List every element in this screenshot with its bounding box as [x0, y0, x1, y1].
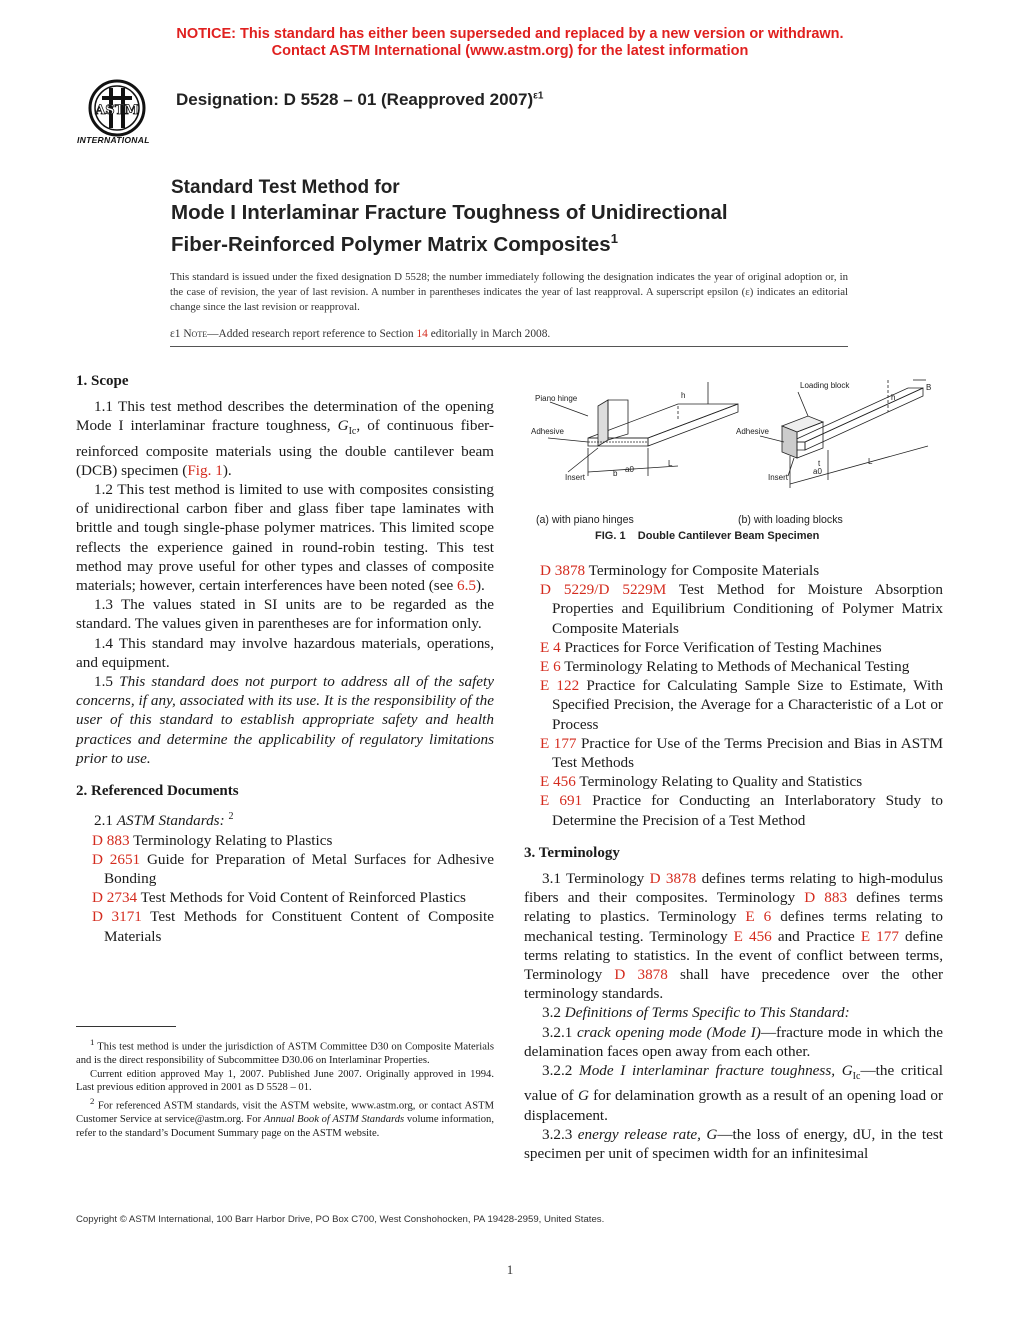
note-suffix: editorially in March 2008. — [427, 328, 551, 340]
astm-logo — [72, 78, 162, 148]
terminology-3-2: 3.2 Definitions of Terms Specific to This Standard: — [542, 1004, 850, 1022]
title-line-1: Standard Test Method for — [171, 177, 400, 198]
scope-1-5: 1.5 This standard does not purport to address all of the safety concerns, if any, associated with its use. It is the responsibility of the user of this standard to establish appropriate safety and health practices and determine the applicability of regulatory limitations prior to use. — [76, 673, 495, 767]
page-number: 1 — [506, 1262, 514, 1277]
designation — [176, 90, 543, 110]
scope-1-2: 1.2 This test method is limited to use with composites consisting of unidirectional carbon fiber and glass fiber tape laminates with brittle and tough single-phase polymer matrices. This limited scope reflects the experience gained in round-robin testing. This test method may prove useful for other types and classes of composite materials; however, certain interferences have been noted (see 6.5). — [76, 481, 494, 595]
refdocs-2-1: 2.1 ASTM Standards: $^2$ — [94, 811, 234, 830]
notice-line-1: NOTICE: This standard has either been superseded and replaced by a new version or withdrawn. — [176, 26, 844, 42]
label-insert-b: Insert — [768, 473, 789, 482]
ref-item: D 3171 Test Methods for Constituent Content of Composite Materials — [92, 908, 494, 945]
term-d3878-link[interactable]: D 3878 — [649, 870, 697, 888]
ref-d883-link[interactable]: D 883 — [92, 831, 130, 849]
title-line-2: Mode I Interlaminar Fracture Toughness of Unidirectional — [171, 201, 728, 224]
footnote-divider — [76, 1026, 176, 1027]
label-a0-a: a0 — [625, 465, 634, 474]
note-text: —Added research report reference to Section — [207, 328, 417, 340]
title-line-3: Fiber-Reinforced Polymer Matrix Composites — [171, 232, 611, 256]
right-column — [524, 561, 943, 1163]
caption-b: (b) with loading blocks — [738, 514, 843, 526]
ref-item: E 122 Practice for Calculating Sample Size to Estimate, With Specified Precision, the Average for a Characteristic of a Lot or Process — [540, 677, 943, 733]
editorial-note — [170, 328, 550, 340]
fig-1-link[interactable]: Fig. 1 — [187, 461, 223, 479]
term-e177-link[interactable]: E 177 — [860, 927, 899, 945]
header-divider — [170, 346, 848, 347]
terminology-3-1: 3.1 Terminology D 3878 defines terms relating to high-modulus fibers and their composites. Terminology D 883 defines terms relating to plastics. Terminology E 6 defines terms relating to mechanical testing. Terminology E 456 and Practice E 177 define terms relating to statistics. In the event of conflict between terms, Terminology D 3878 shall have precedence over the other terminology standards. — [524, 870, 944, 1003]
caption-a: (a) with piano hinges — [536, 514, 634, 526]
designation-sup: ε1 — [533, 90, 544, 102]
note-prefix: ε1 — [170, 328, 184, 340]
ref-item: D 2651 Guide for Preparation of Metal Surfaces for Adhesive Bonding — [92, 850, 494, 887]
ref-item: E 177 Practice for Use of the Terms Precision and Bias in ASTM Test Methods — [540, 734, 943, 772]
logo-text: ASTM — [95, 103, 139, 118]
figure-caption — [595, 530, 819, 542]
label-h-a: h — [681, 391, 686, 400]
footnote-1: $^1$ This test method is under the jurisdiction of ASTM Committee D30 on Composite Materials and is the direct responsibility of Subcommittee D30.06 on Interlaminar Properties. — [76, 1037, 494, 1067]
label-t: t — [818, 459, 821, 468]
ref-item: D 883 Terminology Relating to Plastics — [92, 831, 333, 849]
specimen-b-diagram — [760, 380, 928, 488]
label-h-b: h — [891, 393, 896, 402]
label-adhesive-b: Adhesive — [736, 427, 769, 436]
footnotes — [76, 1036, 494, 1140]
ref-d5229-link[interactable]: D 5229/D 5229M — [540, 581, 667, 599]
logo-label: INTERNATIONAL — [77, 135, 150, 145]
ref-e4-link[interactable]: E 4 — [540, 638, 561, 656]
ref-e6-link[interactable]: E 6 — [540, 658, 561, 676]
scope-heading: 1. Scope — [76, 373, 129, 389]
ref-d3171-link[interactable]: D 3171 — [92, 908, 142, 926]
scope-1-1: 1.1 This test method describes the determination of the opening Mode I interlaminar fracture toughness, $G_{Ic}$, of continuous fiber-reinforced composite materials using the double cantilever beam (DCB) specimen (Fig. 1). — [76, 398, 494, 479]
term-d883-link[interactable]: D 883 — [804, 889, 848, 907]
ref-d2734-link[interactable]: D 2734 — [92, 889, 138, 907]
section-6-5-link[interactable]: 6.5 — [457, 577, 476, 595]
label-L-b: L — [868, 457, 873, 466]
scope-1-4: 1.4 This standard may involve hazardous materials, operations, and equipment. — [76, 634, 494, 671]
ref-e122-link[interactable]: E 122 — [540, 677, 580, 695]
label-a0-b: a0 — [813, 467, 822, 476]
fig-label: FIG. 1 — [595, 530, 626, 542]
ref-e691-link[interactable]: E 691 — [540, 792, 583, 810]
left-column — [76, 372, 494, 946]
ref-item: E 691 Practice for Conducting an Interlaboratory Study to Determine the Precision of a Test Method — [540, 792, 943, 829]
scope-1-3: 1.3 The values stated in SI units are to be regarded as the standard. The values given in parentheses are for information only. — [76, 596, 494, 633]
designation-text: Designation: D 5528 – 01 (Reapproved 2007) — [176, 90, 534, 109]
ref-item: E 456 Terminology Relating to Quality and Statistics — [540, 773, 863, 791]
document-title — [171, 176, 728, 258]
footnote-2: $^2$ For referenced ASTM standards, visit the ASTM website, www.astm.org, or contact ASTM Customer Service at service@astm.org. For Annual Book of ASTM Standards volume information, refer to the standard’s Document Summary page on the ASTM website. — [76, 1095, 494, 1139]
term-e6-link[interactable]: E 6 — [745, 908, 772, 926]
label-loading-block: Loading block — [800, 381, 850, 390]
section-14-link[interactable]: 14 — [416, 328, 428, 340]
label-b-a: b — [613, 469, 618, 478]
label-adhesive-a: Adhesive — [531, 427, 564, 436]
withdrawal-notice — [0, 26, 1020, 60]
intro-paragraph: This standard is issued under the fixed designation D 5528; the number immediately following the designation indicates the year of original adoption or, in the case of revision, the year of last revision. A number in parentheses indicates the year of last reapproval. A superscript epsilon (ε) indicates an editorial change since the last revision or reapproval. — [170, 271, 848, 314]
fig-title: Double Cantilever Beam Specimen — [637, 530, 820, 542]
term-d3878-link-2[interactable]: D 3878 — [614, 966, 668, 984]
label-insert-a: Insert — [565, 473, 586, 482]
ref-item: E 4 Practices for Force Verification of Testing Machines — [540, 638, 882, 656]
terminology-3-2-1: 3.2.1 crack opening mode (Mode I)—fracture mode in which the delamination faces open away from each other. — [524, 1023, 944, 1060]
ref-d3878-link[interactable]: D 3878 — [540, 562, 586, 579]
ref-item: E 6 Terminology Relating to Methods of Mechanical Testing — [540, 658, 910, 676]
title-sup: 1 — [610, 231, 618, 246]
ref-e456-link[interactable]: E 456 — [540, 773, 576, 791]
notice-line-2: Contact ASTM International (www.astm.org) for the latest information — [271, 43, 749, 59]
ref-item: D 2734 Test Methods for Void Content of Reinforced Plastics — [92, 889, 466, 907]
terminology-3-2-2: 3.2.2 Mode I interlaminar fracture toughness, $G_{Ic}—the$ critical value of G for delamination growth as a result of an opening load or displacement. — [524, 1062, 944, 1124]
ref-e177-link[interactable]: E 177 — [540, 734, 577, 752]
copyright: Copyright © ASTM International, 100 Barr Harbor Drive, PO Box C700, West Conshohocken, PA 19428-2959, United States. — [76, 1214, 605, 1225]
figure-1 — [528, 376, 948, 521]
footnote-1b: Current edition approved May 1, 2007. Published June 2007. Originally approved in 1994. Last previous edition approved in 2001 as D 5528 – 01. — [76, 1068, 494, 1094]
term-e456-link[interactable]: E 456 — [733, 927, 772, 945]
label-L-a: L — [668, 459, 673, 468]
ref-item: D 5229/D 5229M Test Method for Moisture Absorption Properties and Equilibrium Conditioning of Polymer Matrix Composite Materials — [540, 581, 943, 637]
terminology-3-2-3: 3.2.3 energy release rate, G—the loss of energy, dU, in the test specimen per unit of specimen width for an infinitesimal — [524, 1125, 943, 1162]
ref-d2651-link[interactable]: D 2651 — [92, 850, 141, 868]
label-piano-hinge: Piano hinge — [535, 394, 578, 403]
ref-item: D 3878 Terminology for Composite Materials — [540, 562, 820, 579]
terminology-heading: 3. Terminology — [524, 844, 620, 861]
label-b-b: B — [926, 383, 932, 392]
refdocs-heading: 2. Referenced Documents — [76, 783, 239, 800]
note-word: Note — [183, 328, 208, 340]
